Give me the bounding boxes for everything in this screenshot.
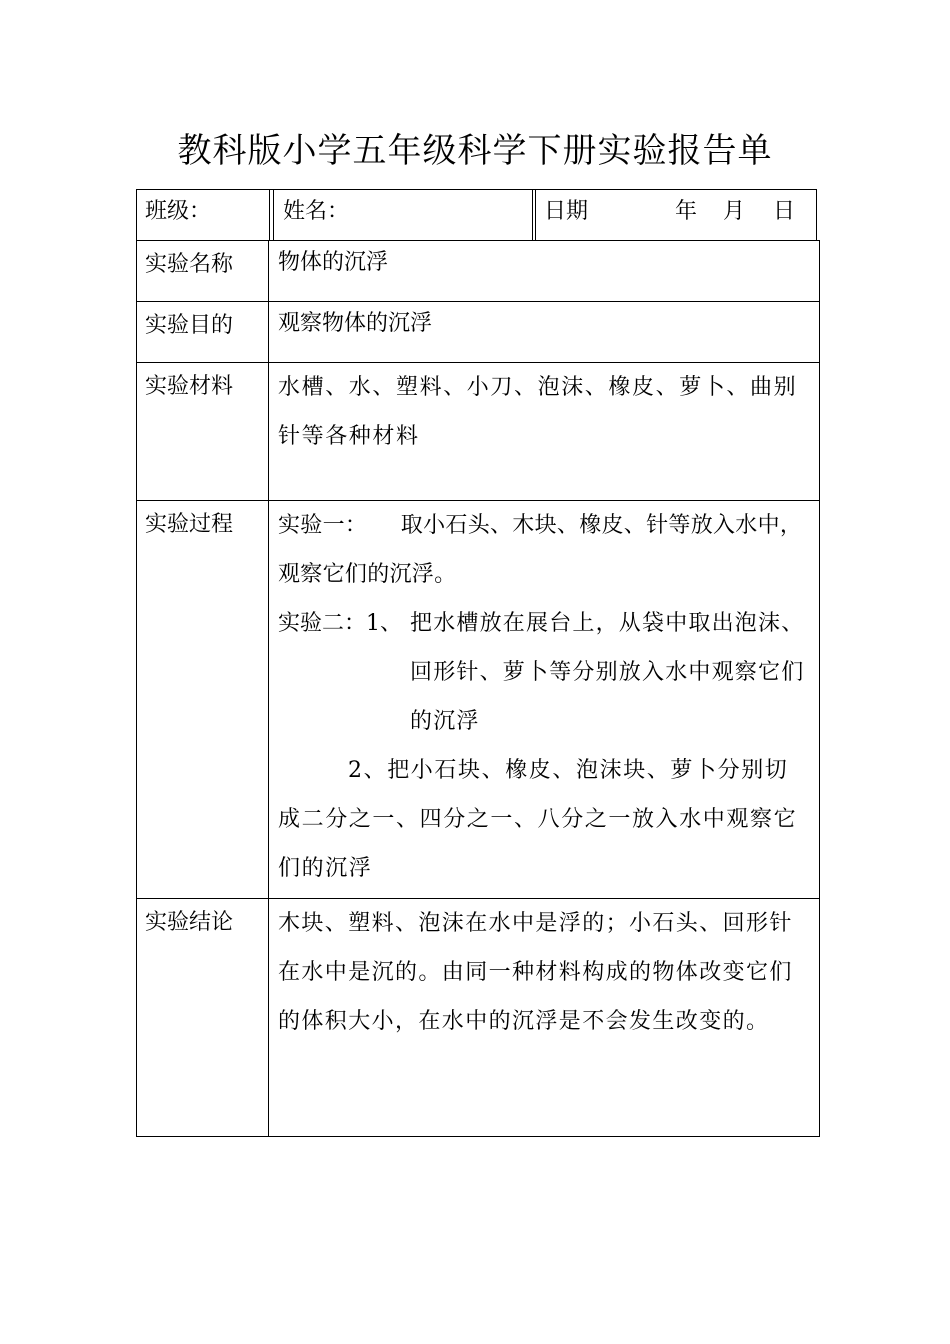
experiment-two-step-one: 把水槽放在展台上，从袋中取出泡沫、回形针、萝卜等分别放入水中观察它们的沉浮 xyxy=(410,611,805,734)
row-label: 实验目的 xyxy=(137,302,269,362)
experiment-two-prefix: 实验二：1、 xyxy=(278,611,402,636)
date-cell xyxy=(535,190,817,240)
name-cell xyxy=(273,190,533,240)
experiment-one-text: 实验一： 取小石头、木块、橡皮、针等放入水中，观察它们的沉浮。 xyxy=(278,513,803,587)
row-label: 实验材料 xyxy=(137,363,269,500)
experiment-name-text: 物体的沉浮 xyxy=(278,250,389,275)
experiment-materials-row xyxy=(136,363,820,501)
info-header-row xyxy=(136,189,817,241)
date-label: 日期 xyxy=(544,199,589,224)
header-divider xyxy=(269,190,270,240)
experiment-name-row xyxy=(136,240,820,302)
row-content xyxy=(269,501,819,898)
row-content xyxy=(269,241,819,301)
experiment-materials-text: 水槽、水、塑料、小刀、泡沫、橡皮、萝卜、曲别针等各种材料 xyxy=(278,375,798,449)
row-label: 实验结论 xyxy=(137,899,269,1136)
month-label: 月 xyxy=(723,199,746,224)
experiment-conclusion-text: 木块、塑料、泡沫在水中是浮的；小石头、回形针在水中是沉的。由同一种材料构成的物体改变它们的体积大小，在水中的沉浮是不会发生改变的。 xyxy=(278,911,793,1034)
page-title: 教科版小学五年级科学下册实验报告单 xyxy=(177,131,773,171)
row-label: 实验过程 xyxy=(137,501,269,898)
row-content xyxy=(269,363,819,500)
row-label: 实验名称 xyxy=(137,241,269,301)
experiment-conclusion-row xyxy=(136,899,820,1137)
row-content xyxy=(269,302,819,362)
header-divider xyxy=(532,190,533,240)
day-label: 日 xyxy=(773,199,796,224)
class-cell xyxy=(137,190,269,240)
experiment-purpose-text: 观察物体的沉浮 xyxy=(278,311,433,336)
experiment-process-row xyxy=(136,501,820,899)
name-label: 姓名： xyxy=(283,199,350,224)
experiment-two-step-two: 2、把小石块、橡皮、泡沫块、萝卜分别切成二分之一、四分之一、八分之一放入水中观察它们的沉浮 xyxy=(278,758,798,881)
row-content xyxy=(269,899,819,1136)
year-label: 年 xyxy=(675,199,698,224)
class-label: 班级： xyxy=(145,199,212,224)
experiment-two-block xyxy=(278,599,809,746)
experiment-purpose-row xyxy=(136,302,820,363)
